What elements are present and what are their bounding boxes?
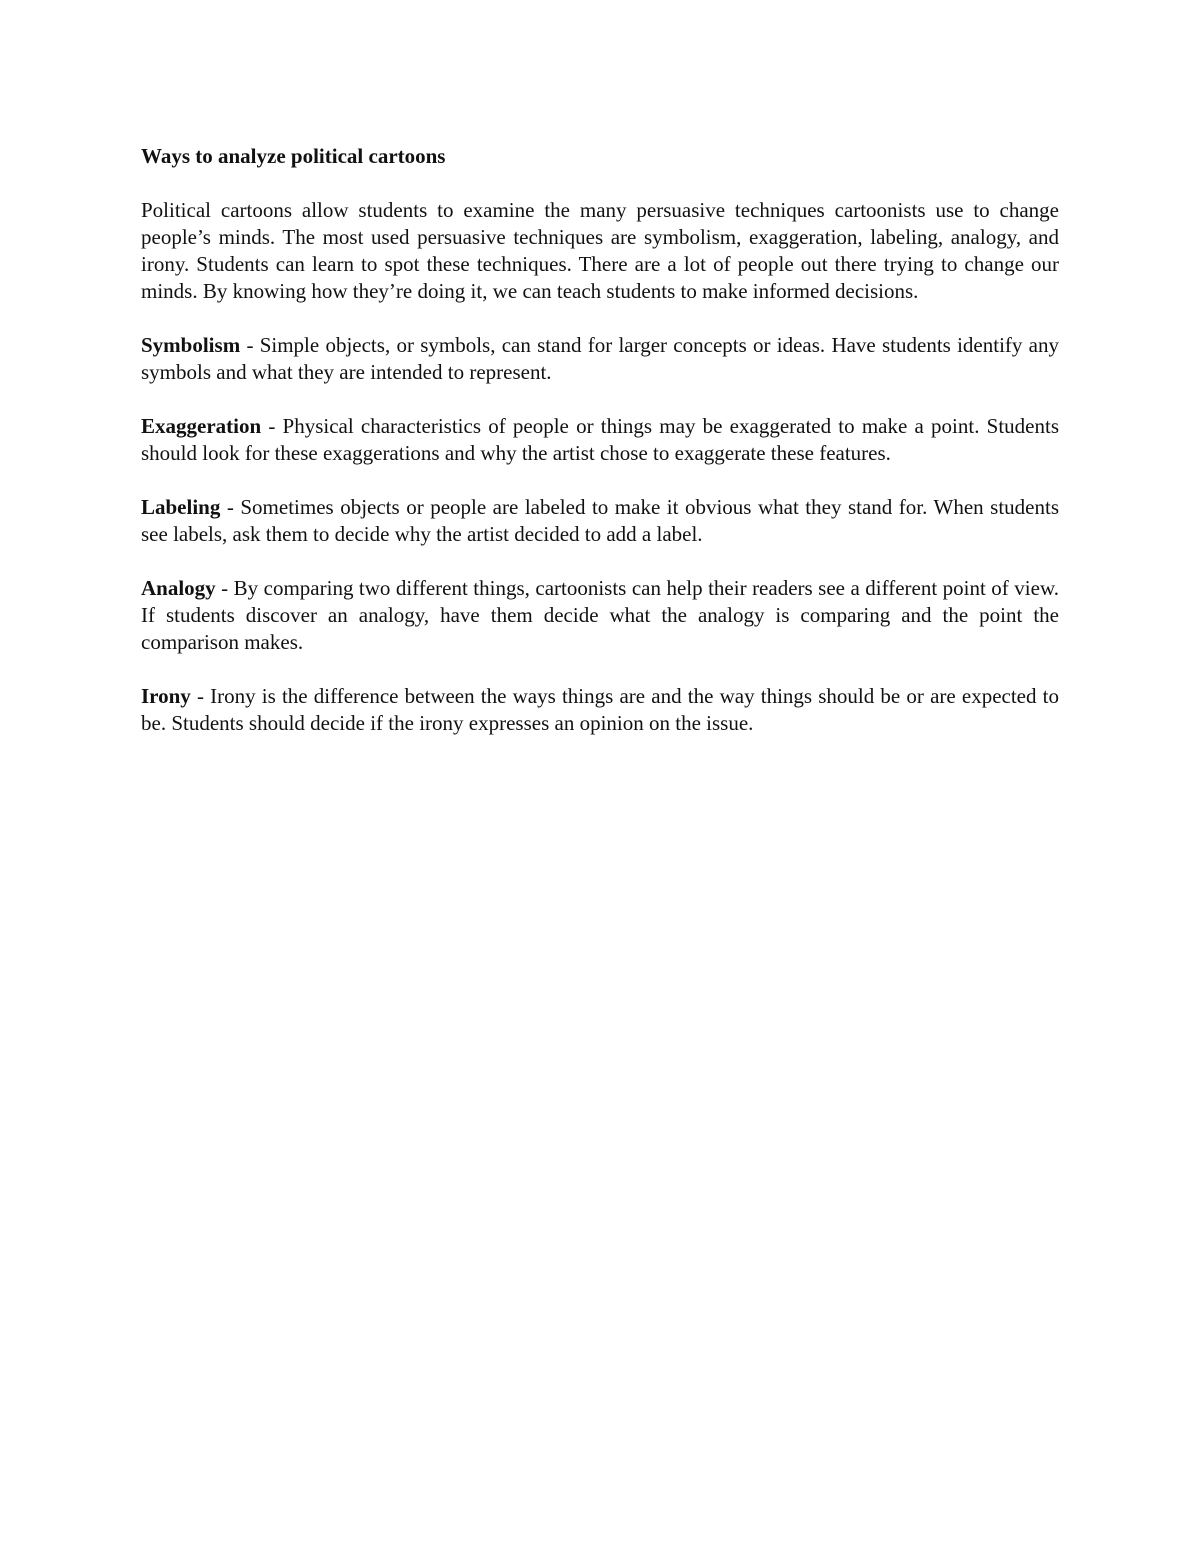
section-text: - By comparing two different things, cartoonists can help their readers see a different point of view. If students discover an analogy, have them decide what the analogy is comparing and the point the comparison makes. <box>141 576 1059 654</box>
section-term: Analogy <box>141 576 216 600</box>
section-symbolism <box>141 332 1059 386</box>
section-analogy <box>141 575 1059 656</box>
section-text: - Simple objects, or symbols, can stand for larger concepts or ideas. Have students identify any symbols and what they are intended to represent. <box>141 333 1059 384</box>
section-text: - Sometimes objects or people are labeled to make it obvious what they stand for. When students see labels, ask them to decide why the artist decided to add a label. <box>141 495 1059 546</box>
section-exaggeration <box>141 413 1059 467</box>
document-body <box>141 143 1059 764</box>
section-text: - Irony is the difference between the ways things are and the way things should be or are expected to be. Students should decide if the irony expresses an opinion on the issue. <box>141 684 1059 735</box>
intro-paragraph: Political cartoons allow students to examine the many persuasive techniques cartoonists use to change people’s minds. The most used persuasive techniques are symbolism, exaggeration, labeling, analogy, and irony. Students can learn to spot these techniques. There are a lot of people out there trying to change our minds. By knowing how they’re doing it, we can teach students to make informed decisions. <box>141 198 1059 303</box>
section-term: Exaggeration <box>141 414 262 438</box>
section-text: - Physical characteristics of people or things may be exaggerated to make a point. Students should look for these exaggerations and why the artist chose to exaggerate these features. <box>141 414 1059 465</box>
section-irony <box>141 683 1059 737</box>
document-title: Ways to analyze political cartoons <box>141 144 446 168</box>
section-labeling <box>141 494 1059 548</box>
section-term: Labeling <box>141 495 221 519</box>
section-term: Irony <box>141 684 191 708</box>
section-term: Symbolism <box>141 333 241 357</box>
